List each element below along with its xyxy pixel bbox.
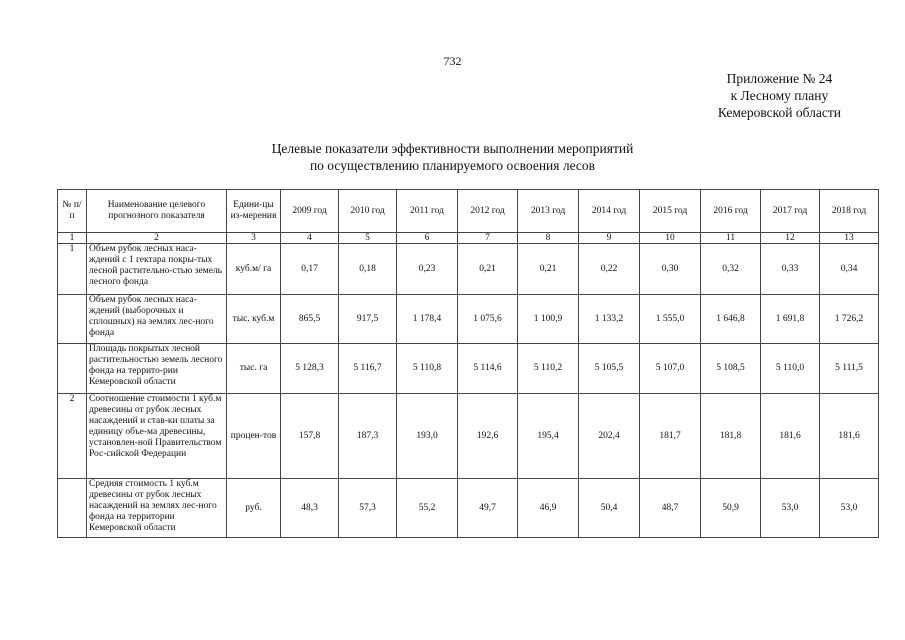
value-cell: 193,0 — [397, 394, 458, 479]
appendix-line-1: Приложение № 24 — [726, 71, 833, 86]
indicator-name: Площадь покрытых лесной растительностью земель лесного фонда на террито-рии Кемеровской области — [87, 344, 227, 394]
value-cell: 53,0 — [761, 479, 820, 538]
value-cell: 181,6 — [761, 394, 820, 479]
column-number: 3 — [227, 233, 281, 244]
value-cell: 48,7 — [640, 479, 701, 538]
header-year: 2009 год — [281, 190, 339, 233]
value-cell: 0,18 — [339, 244, 397, 295]
table-row — [58, 244, 879, 295]
row-number — [58, 479, 87, 538]
value-cell: 195,4 — [518, 394, 579, 479]
value-cell: 5 107,0 — [640, 344, 701, 394]
column-number: 11 — [701, 233, 761, 244]
appendix-caption — [718, 70, 841, 121]
header-year: 2010 год — [339, 190, 397, 233]
value-cell: 49,7 — [458, 479, 518, 538]
value-cell: 53,0 — [820, 479, 879, 538]
value-cell: 5 108,5 — [701, 344, 761, 394]
column-number: 8 — [518, 233, 579, 244]
row-number: 1 — [58, 244, 87, 295]
value-cell: 0,21 — [518, 244, 579, 295]
page-number: 732 — [443, 54, 462, 68]
value-cell: 1 100,9 — [518, 295, 579, 344]
header-year: 2011 год — [397, 190, 458, 233]
value-cell: 0,33 — [761, 244, 820, 295]
value-cell: 0,23 — [397, 244, 458, 295]
value-cell: 46,9 — [518, 479, 579, 538]
value-cell: 0,34 — [820, 244, 879, 295]
value-cell: 5 114,6 — [458, 344, 518, 394]
appendix-line-3: Кемеровской области — [717, 105, 841, 120]
column-number: 4 — [281, 233, 339, 244]
appendix-line-2: к Лесному плану — [730, 88, 829, 103]
value-cell: 181,7 — [640, 394, 701, 479]
column-number: 10 — [640, 233, 701, 244]
value-cell: 5 116,7 — [339, 344, 397, 394]
value-cell: 192,6 — [458, 394, 518, 479]
value-cell: 157,8 — [281, 394, 339, 479]
unit-cell: куб.м/ га — [227, 244, 281, 295]
value-cell: 57,3 — [339, 479, 397, 538]
value-cell: 865,5 — [281, 295, 339, 344]
header-year: 2017 год — [761, 190, 820, 233]
value-cell: 917,5 — [339, 295, 397, 344]
table-row — [58, 295, 879, 344]
column-number-row — [58, 233, 879, 244]
value-cell: 187,3 — [339, 394, 397, 479]
value-cell: 0,22 — [579, 244, 640, 295]
value-cell: 50,4 — [579, 479, 640, 538]
header-unit: Едини-цы из-мерения — [227, 190, 281, 233]
value-cell: 5 110,8 — [397, 344, 458, 394]
header-year: 2014 год — [579, 190, 640, 233]
header-year: 2018 год — [820, 190, 879, 233]
value-cell: 5 110,0 — [761, 344, 820, 394]
header-year: 2012 год — [458, 190, 518, 233]
column-number: 13 — [820, 233, 879, 244]
table-row — [58, 344, 879, 394]
value-cell: 5 128,3 — [281, 344, 339, 394]
value-cell: 5 110,2 — [518, 344, 579, 394]
row-number — [58, 344, 87, 394]
value-cell: 5 105,5 — [579, 344, 640, 394]
unit-cell: тыс. куб.м — [227, 295, 281, 344]
value-cell: 50,9 — [701, 479, 761, 538]
unit-cell: руб. — [227, 479, 281, 538]
column-number: 12 — [761, 233, 820, 244]
indicator-name: Средняя стоимость 1 куб.м древесины от рубок лесных насаждений на землях лес-ного фонда на территории Кемеровской области — [87, 479, 227, 538]
unit-cell: тыс. га — [227, 344, 281, 394]
value-cell: 1 726,2 — [820, 295, 879, 344]
title-line-1: Целевые показатели эффективности выполнении мероприятий — [271, 141, 634, 156]
column-number: 2 — [87, 233, 227, 244]
value-cell: 181,8 — [701, 394, 761, 479]
value-cell: 5 111,5 — [820, 344, 879, 394]
table-row — [58, 394, 879, 479]
table-header-row — [58, 190, 879, 233]
header-year: 2015 год — [640, 190, 701, 233]
indicator-name: Соотношение стоимости 1 куб.м древесины от рубок лесных насаждений и став-ки платы за единицу объе-ма древесины, установлен-ной Правительством Рос-сийской Федерации — [87, 394, 227, 479]
row-number — [58, 295, 87, 344]
column-number: 9 — [579, 233, 640, 244]
value-cell: 55,2 — [397, 479, 458, 538]
unit-cell: процен-тов — [227, 394, 281, 479]
header-year: 2016 год — [701, 190, 761, 233]
indicator-name: Объем рубок лесных наса-ждений (выборочных и сплошных) на землях лес-ного фонда — [87, 295, 227, 344]
column-number: 1 — [58, 233, 87, 244]
header-num: № п/п — [58, 190, 87, 233]
column-number: 5 — [339, 233, 397, 244]
value-cell: 1 133,2 — [579, 295, 640, 344]
value-cell: 1 646,8 — [701, 295, 761, 344]
value-cell: 202,4 — [579, 394, 640, 479]
value-cell: 181,6 — [820, 394, 879, 479]
indicator-name: Объем рубок лесных наса-ждений с 1 гектара покры-тых лесной растительно-стью земель лесного фонда — [87, 244, 227, 295]
row-number: 2 — [58, 394, 87, 479]
value-cell: 1 691,8 — [761, 295, 820, 344]
value-cell: 1 075,6 — [458, 295, 518, 344]
value-cell: 1 178,4 — [397, 295, 458, 344]
value-cell: 48,3 — [281, 479, 339, 538]
column-number: 7 — [458, 233, 518, 244]
value-cell: 0,21 — [458, 244, 518, 295]
indicators-table — [57, 189, 879, 538]
header-name: Наименование целевого прогнозного показателя — [87, 190, 227, 233]
document-title — [0, 140, 905, 174]
value-cell: 0,17 — [281, 244, 339, 295]
title-line-2: по осуществлению планируемого освоения лесов — [309, 158, 596, 173]
header-year: 2013 год — [518, 190, 579, 233]
value-cell: 0,32 — [701, 244, 761, 295]
column-number: 6 — [397, 233, 458, 244]
table-row — [58, 479, 879, 538]
value-cell: 0,30 — [640, 244, 701, 295]
value-cell: 1 555,0 — [640, 295, 701, 344]
